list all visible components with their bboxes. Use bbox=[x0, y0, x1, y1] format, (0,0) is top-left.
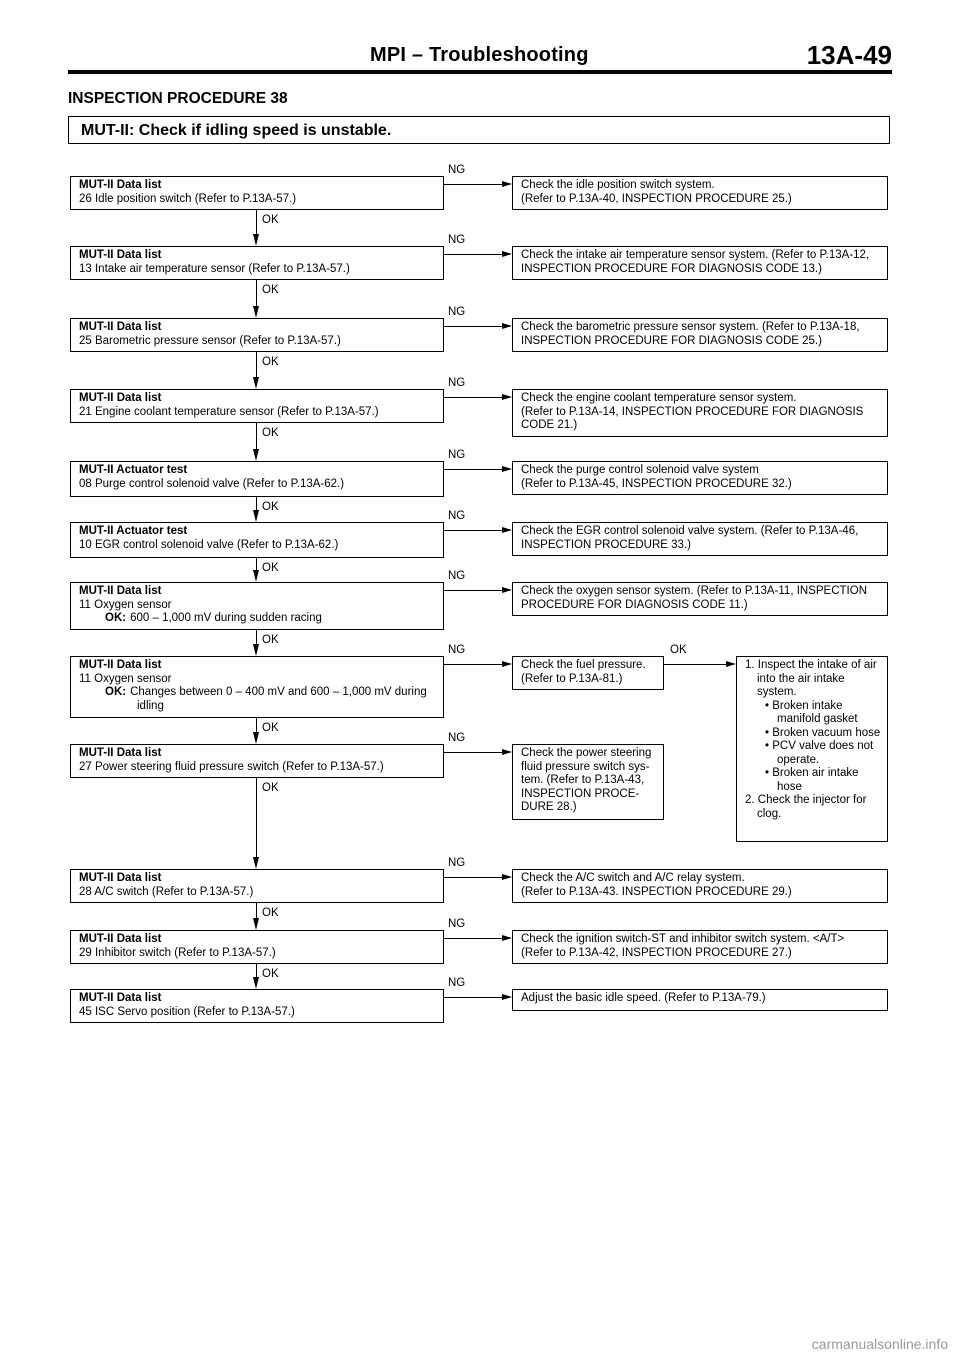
ng-connector bbox=[444, 254, 502, 255]
ng-result-text: Check the purge control solenoid valve system (Refer to P.13A-45, INSPECTION PROCEDURE 32.) bbox=[521, 464, 792, 490]
ok-arrowhead bbox=[253, 234, 259, 246]
ok-arrowhead bbox=[253, 857, 259, 869]
ok-arrowhead bbox=[253, 570, 259, 582]
ok-arrowhead bbox=[726, 661, 736, 667]
ng-result-text: Check the power steering fluid pressure switch sys-tem. (Refer to P.13A-43, INSPECTION PROCE-DURE 28.) bbox=[521, 747, 652, 813]
ng-connector bbox=[444, 530, 502, 531]
step-text: 29 Inhibitor switch (Refer to P.13A-57.) bbox=[79, 946, 276, 959]
ok-arrowhead bbox=[253, 732, 259, 744]
ok-connector bbox=[256, 352, 257, 379]
ng-arrowhead bbox=[502, 466, 512, 472]
step-heading: MUT-II Data list bbox=[79, 872, 162, 884]
ng-result-text: Check the ignition switch-ST and inhibitor switch system. <A/T> (Refer to P.13A-42, INSPECTION PROCEDURE 27.) bbox=[521, 933, 845, 959]
ng-label: NG bbox=[448, 857, 466, 869]
bullet-mark: • bbox=[765, 726, 770, 739]
header-rule bbox=[68, 70, 892, 74]
ng-label: NG bbox=[448, 377, 466, 389]
ng-label: NG bbox=[448, 732, 466, 744]
step-heading: MUT-II Data list bbox=[79, 585, 162, 597]
step-box bbox=[70, 656, 444, 718]
step-box bbox=[70, 176, 444, 210]
bullet-text: Broken air intake hose bbox=[772, 767, 859, 793]
ng-result-text: Check the intake air temperature sensor system. (Refer to P.13A-12, INSPECTION PROCEDURE FOR DIAGNOSIS CODE 13.) bbox=[521, 249, 870, 275]
step-text: 45 ISC Servo position (Refer to P.13A-57.) bbox=[79, 1005, 295, 1018]
ng-connector bbox=[444, 752, 502, 753]
ng-connector bbox=[444, 469, 502, 470]
step-box bbox=[70, 989, 444, 1023]
ok-arrowhead bbox=[253, 918, 259, 930]
bullet-mark: • bbox=[765, 767, 770, 779]
ng-result-box bbox=[512, 461, 888, 495]
ng-result-box bbox=[512, 582, 888, 616]
ok-label: OK bbox=[262, 284, 279, 296]
step-text: 11 Oxygen sensor bbox=[79, 598, 172, 611]
step-heading: MUT-II Actuator test bbox=[79, 525, 188, 537]
step-box bbox=[70, 246, 444, 280]
ng-result-box bbox=[512, 246, 888, 280]
step-heading: MUT-II Data list bbox=[79, 933, 162, 945]
ng-result-box bbox=[512, 930, 888, 964]
ng-connector bbox=[444, 938, 502, 939]
ok-label: OK bbox=[262, 214, 279, 226]
step-box bbox=[70, 930, 444, 964]
ng-label: NG bbox=[448, 977, 466, 989]
step-heading: MUT-II Data list bbox=[79, 992, 162, 1004]
inspection-bullet bbox=[745, 767, 881, 794]
ng-arrowhead bbox=[502, 994, 512, 1000]
ng-label: NG bbox=[448, 510, 466, 522]
procedure-title: INSPECTION PROCEDURE 38 bbox=[68, 90, 288, 107]
ng-label: NG bbox=[448, 164, 466, 176]
ng-result-box bbox=[512, 989, 888, 1011]
bullet-mark: • bbox=[765, 699, 770, 712]
step-heading: MUT-II Actuator test bbox=[79, 464, 188, 476]
ok-text: 600 – 1,000 mV during sudden racing bbox=[130, 612, 322, 624]
step-text: 28 A/C switch (Refer to P.13A-57.) bbox=[79, 885, 254, 898]
step-box bbox=[70, 582, 444, 630]
ng-arrowhead bbox=[502, 251, 512, 257]
ng-connector bbox=[444, 590, 502, 591]
step-ok-criteria bbox=[79, 686, 437, 700]
ng-connector bbox=[444, 184, 502, 185]
ng-connector bbox=[444, 877, 502, 878]
ok-connector bbox=[256, 423, 257, 451]
ng-connector bbox=[444, 997, 502, 998]
ng-arrowhead bbox=[502, 181, 512, 187]
inspection-bullet bbox=[745, 700, 881, 727]
ok-arrowhead bbox=[253, 977, 259, 989]
ok-arrowhead bbox=[253, 510, 259, 522]
header-title: MPI – Troubleshooting bbox=[370, 44, 589, 66]
step-text: 11 Oxygen sensor bbox=[79, 672, 172, 685]
ok-arrowhead bbox=[253, 449, 259, 461]
ng-result-text: Check the idle position switch system. (Refer to P.13A-40, INSPECTION PROCEDURE 25.) bbox=[521, 179, 792, 205]
inspection-bullet bbox=[745, 727, 881, 741]
step-text: 08 Purge control solenoid valve (Refer to P.13A-62.) bbox=[79, 477, 345, 490]
ng-arrowhead bbox=[502, 587, 512, 593]
ng-result-text: Check the engine coolant temperature sensor system. (Refer to P.13A-14, INSPECTION PROCEDURE FOR DIAGNOSIS CODE 21.) bbox=[521, 392, 864, 431]
bullet-text: PCV valve does not operate. bbox=[772, 740, 874, 766]
ng-arrowhead bbox=[502, 661, 512, 667]
inspection-bullet bbox=[745, 740, 881, 767]
ng-arrowhead bbox=[502, 394, 512, 400]
ng-result-text: Check the fuel pressure. (Refer to P.13A-81.) bbox=[521, 659, 646, 685]
page-number: 13A-49 bbox=[806, 40, 892, 70]
ok-label: OK: bbox=[105, 612, 127, 624]
ok-label: OK bbox=[262, 968, 279, 980]
ok-label: OK bbox=[262, 562, 279, 574]
item-number: 2. bbox=[745, 794, 755, 806]
item-text: Inspect the intake of air into the air intake system. bbox=[757, 659, 877, 698]
item-text: Check the injector for clog. bbox=[757, 794, 867, 820]
footer-watermark: carmanualsonline.info bbox=[811, 1336, 948, 1352]
step-text: 21 Engine coolant temperature sensor (Refer to P.13A-57.) bbox=[79, 405, 379, 418]
step-text: 26 Idle position switch (Refer to P.13A-57.) bbox=[79, 192, 297, 205]
step-box bbox=[70, 522, 444, 558]
ng-arrowhead bbox=[502, 749, 512, 755]
ng-connector bbox=[444, 664, 502, 665]
ok-label: OK bbox=[262, 782, 279, 794]
item-number: 1. bbox=[745, 659, 755, 671]
ok-text-cont: idling bbox=[137, 699, 164, 712]
bullet-mark: • bbox=[765, 740, 770, 752]
ng-label: NG bbox=[448, 449, 466, 461]
ng-result-text: Check the EGR control solenoid valve system. (Refer to P.13A-46, INSPECTION PROCEDURE 33.) bbox=[521, 525, 859, 551]
ng-connector bbox=[444, 326, 502, 327]
step-heading: MUT-II Data list bbox=[79, 249, 162, 261]
ok-connector bbox=[664, 664, 726, 665]
ok-label: OK bbox=[262, 427, 279, 439]
ok-label: OK bbox=[262, 501, 279, 513]
ng-arrowhead bbox=[502, 935, 512, 941]
ng-connector bbox=[444, 397, 502, 398]
ng-label: NG bbox=[448, 306, 466, 318]
ng-arrowhead bbox=[502, 527, 512, 533]
ok-label: OK bbox=[262, 722, 279, 734]
step-heading: MUT-II Data list bbox=[79, 747, 162, 759]
step-ok-criteria bbox=[79, 612, 437, 626]
ok-arrowhead bbox=[253, 306, 259, 318]
ok-text: Changes between 0 – 400 mV and 600 – 1,000 mV during bbox=[130, 686, 427, 698]
ok-label: OK bbox=[262, 356, 279, 368]
ng-result-box bbox=[512, 389, 888, 437]
ng-result-text: Check the barometric pressure sensor system. (Refer to P.13A-18, INSPECTION PROCEDURE FOR DIAGNOSIS CODE 25.) bbox=[521, 321, 860, 347]
ng-label: NG bbox=[448, 918, 466, 930]
step-text: 13 Intake air temperature sensor (Refer to P.13A-57.) bbox=[79, 262, 350, 275]
ng-result-box bbox=[512, 176, 888, 210]
ng-label: NG bbox=[448, 644, 466, 656]
ng-arrowhead bbox=[502, 323, 512, 329]
ng-arrowhead bbox=[502, 874, 512, 880]
ng-result-box bbox=[512, 744, 664, 820]
ok-label: OK: bbox=[105, 686, 127, 698]
step-heading: MUT-II Data list bbox=[79, 321, 162, 333]
ng-result-box bbox=[512, 656, 664, 690]
ng-result-text: Check the oxygen sensor system. (Refer to P.13A-11, INSPECTION PROCEDURE FOR DIAGNOSIS CODE 11.) bbox=[521, 585, 867, 611]
final-inspection-box bbox=[736, 656, 888, 842]
step-text: 27 Power steering fluid pressure switch (Refer to P.13A-57.) bbox=[79, 760, 384, 773]
inspection-item-2 bbox=[745, 794, 881, 821]
ok-arrowhead bbox=[253, 377, 259, 389]
ng-result-box bbox=[512, 869, 888, 903]
ng-result-text: Check the A/C switch and A/C relay system. (Refer to P.13A-43. INSPECTION PROCEDURE 29.) bbox=[521, 872, 792, 898]
step-text: 25 Barometric pressure sensor (Refer to P.13A-57.) bbox=[79, 334, 341, 347]
ok-label: OK bbox=[262, 907, 279, 919]
ok-label: OK bbox=[670, 644, 687, 656]
ng-label: NG bbox=[448, 570, 466, 582]
step-heading: MUT-II Data list bbox=[79, 659, 162, 671]
inspection-item-1 bbox=[745, 659, 881, 700]
ng-result-text: Adjust the basic idle speed. (Refer to P.13A-79.) bbox=[521, 992, 766, 1004]
step-box bbox=[70, 744, 444, 778]
step-text: 10 EGR control solenoid valve (Refer to P.13A-62.) bbox=[79, 538, 339, 551]
ok-connector bbox=[256, 210, 257, 236]
step-box bbox=[70, 389, 444, 423]
step-heading: MUT-II Data list bbox=[79, 392, 162, 404]
ng-result-box bbox=[512, 522, 888, 556]
main-title: MUT-II: Check if idling speed is unstable. bbox=[68, 116, 890, 144]
ok-connector bbox=[256, 778, 257, 859]
step-heading: MUT-II Data list bbox=[79, 179, 162, 191]
bullet-text: Broken intake manifold gasket bbox=[772, 699, 858, 725]
step-box bbox=[70, 318, 444, 352]
step-box bbox=[70, 869, 444, 903]
ng-label: NG bbox=[448, 234, 466, 246]
ok-arrowhead bbox=[253, 644, 259, 656]
bullet-text: Broken vacuum hose bbox=[772, 726, 881, 739]
ok-connector bbox=[256, 280, 257, 308]
step-box bbox=[70, 461, 444, 497]
ng-result-box bbox=[512, 318, 888, 352]
ok-label: OK bbox=[262, 634, 279, 646]
